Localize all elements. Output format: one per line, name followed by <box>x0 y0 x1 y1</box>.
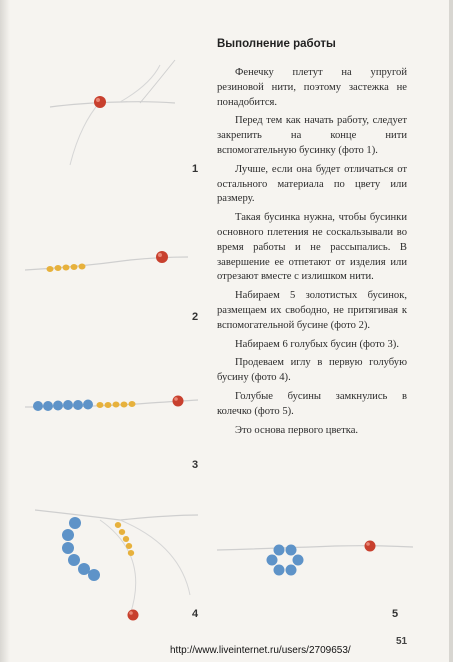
paragraph: Перед тем как начать работу, следует закрепить на конце нити вспомогательную бусинку (фото 1). <box>217 115 407 156</box>
red-bead-icon <box>173 396 184 407</box>
page-edge <box>449 0 453 662</box>
paragraph: Продеваем иглу в первую голубую бусину (фото 4). <box>217 357 407 384</box>
photo-4 <box>30 495 200 635</box>
photo-5 <box>215 530 415 590</box>
paragraph: Это основа первого цветка. <box>235 424 359 436</box>
paragraph: Голубые бусины замкнулись в колечко (фото 5). <box>217 390 407 417</box>
red-bead-icon <box>128 610 139 621</box>
photo-3 <box>20 385 200 425</box>
red-bead-icon <box>365 541 376 552</box>
red-bead-icon <box>94 96 106 108</box>
photo-label-5: 5 <box>392 608 399 620</box>
page-number: 51 <box>396 636 408 647</box>
photo-label-2: 2 <box>192 311 199 323</box>
paragraph: Фенечку плетут на упругой резиновой нити, поэтому застежка не понадобится. <box>217 67 407 108</box>
paragraph: Набираем 5 золотистых бусинок, размещаем их свободно, не притягивая к вспомогательной бусине (фото 2). <box>217 290 407 331</box>
photo-2 <box>20 235 190 285</box>
red-bead-icon <box>156 251 168 263</box>
paragraph: Лучше, если она будет отличаться от остального материала по цвету или размеру. <box>217 163 407 205</box>
paragraph: Такая бусинка нужна, чтобы бусинки основного плетения не соскальзывали во время работы и не рассыпались. В завершение ее отпетают от изделия или отрезают вместе с излишком нити. <box>217 212 407 283</box>
photo-1 <box>40 55 180 175</box>
photo-label-4: 4 <box>192 608 199 620</box>
photo-label-1: 1 <box>192 163 199 175</box>
body-text <box>217 66 407 442</box>
page-binding-shadow <box>0 0 10 662</box>
watermark-url: http://www.liveinternet.ru/users/2709653/ <box>170 645 351 656</box>
section-heading: Выполнение работы <box>217 38 336 50</box>
photo-label-3: 3 <box>192 459 199 471</box>
paragraph: Набираем 6 голубых бусин (фото 3). <box>235 338 399 350</box>
